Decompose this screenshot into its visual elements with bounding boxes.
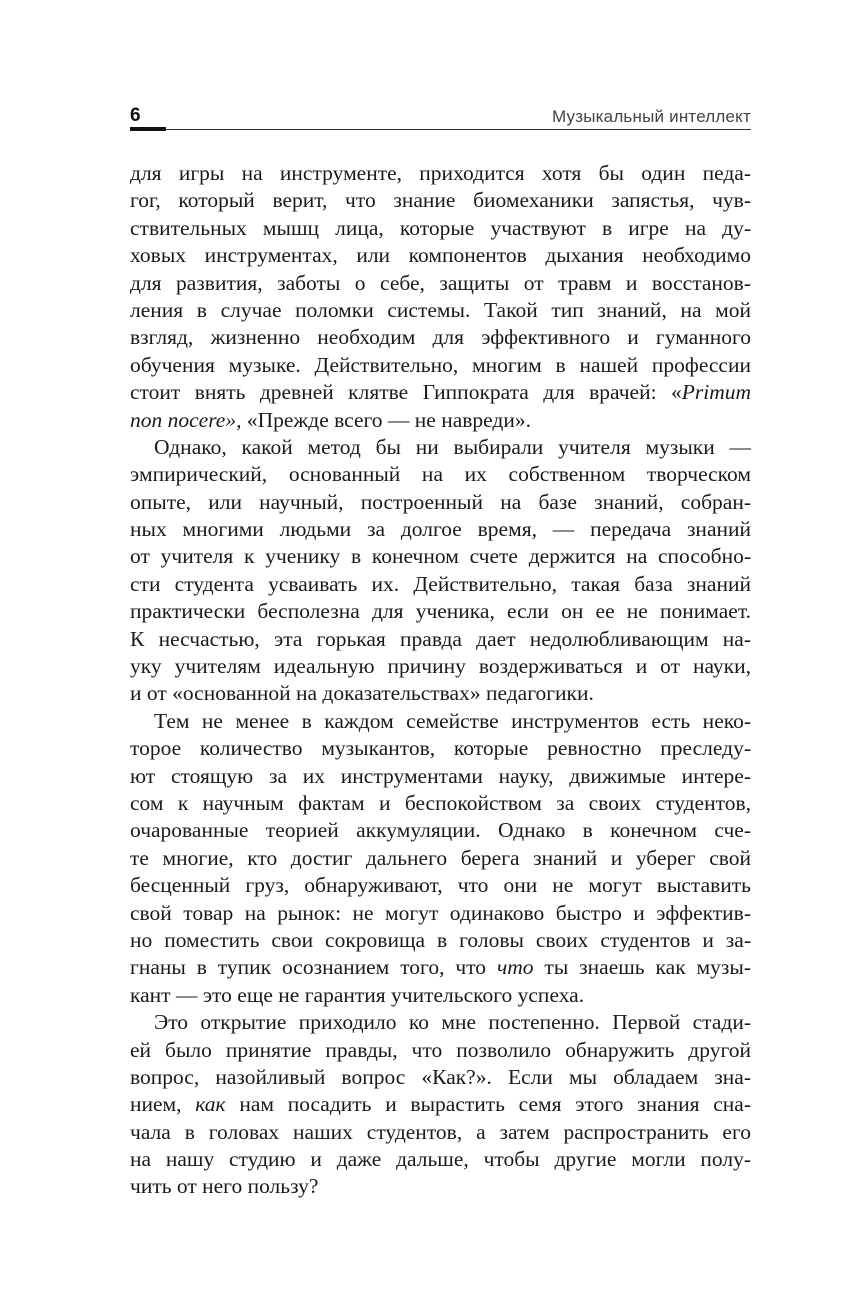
text-line: эмпирический, основанный на их собственном творческом xyxy=(130,462,751,487)
text-line: ют стоящую за их инструментами науку, движимые интере- xyxy=(130,763,751,788)
text-line: от учителя к ученику в конечном счете держится на способно- xyxy=(130,544,751,569)
italic-run: non nocere», xyxy=(130,407,242,432)
running-title: Музыкальный интеллект xyxy=(551,107,751,126)
header-rule xyxy=(130,129,751,130)
text-line: Тем не менее в каждом семействе инструментов есть неко- xyxy=(154,708,751,733)
paragraph xyxy=(130,160,751,434)
text-line: для игры на инструменте, приходится хотя бы один педа- xyxy=(130,161,751,185)
text-line xyxy=(130,379,751,406)
text-line xyxy=(130,407,751,434)
paragraph xyxy=(130,708,751,1009)
text-line: взгляд, жизненно необходим для эффективного и гуманного xyxy=(130,325,751,350)
text-line: но поместить свои сокровища в головы своих студентов и за- xyxy=(130,927,751,952)
text-line: ных многими людьми за долгое время, — передача знаний xyxy=(130,517,751,542)
text-line: вопрос, назойливый вопрос «Как?». Если мы обладаем зна- xyxy=(130,1064,751,1089)
text-line: практически бесполезна для ученика, если он ее не понимает. xyxy=(130,599,751,624)
text-run: нам посадить и вырастить семя этого знания сна- xyxy=(225,1092,751,1117)
text-line: сти студента усваивать их. Действительно, такая база знаний xyxy=(130,571,751,596)
text-line: те многие, кто достиг дальнего берега знаний и уберег свой xyxy=(130,845,751,870)
text-line: кант — это еще не гарантия учительского успеха. xyxy=(130,982,585,1007)
text-line: очарованные теорией аккумуляции. Однако в конечном сче- xyxy=(130,818,751,843)
page-number: 6 xyxy=(130,105,141,126)
text-line: опыте, или научный, построенный на базе знаний, собран- xyxy=(130,489,751,514)
header-rule-accent xyxy=(130,127,166,131)
text-line: бесценный груз, обнаруживают, что они не могут выставить xyxy=(130,873,751,898)
text-line: Однако, какой метод бы ни выбирали учителя музыки — xyxy=(154,434,751,459)
italic-run: что xyxy=(496,955,534,980)
text-line: торое количество музыкантов, которые ревностно преследу- xyxy=(130,736,751,761)
text-line: ховых инструментах, или компонентов дыхания необходимо xyxy=(130,243,751,268)
text-run: «Прежде всего — не навреди». xyxy=(241,407,531,432)
text-run: гнаны в тупик осознанием того, что xyxy=(130,955,497,980)
text-line: обучения музыке. Действительно, многим в нашей профессии xyxy=(130,352,751,377)
page-header xyxy=(130,104,751,130)
text-line: гог, который верит, что знание биомеханики запястья, чув- xyxy=(130,188,751,213)
paragraph xyxy=(130,434,751,708)
body-text xyxy=(130,160,751,1201)
text-run: нием, xyxy=(130,1092,196,1117)
text-line: сом к научным фактам и беспокойством за своих студентов, xyxy=(130,790,751,815)
text-line xyxy=(130,954,751,981)
text-line: для развития, заботы о себе, защиты от травм и восстанов- xyxy=(130,270,751,295)
text-line: уку учителям идеальную причину воздерживаться и от науки, xyxy=(130,654,751,679)
text-run: стоит внять древней клятве Гиппократа для врачей: « xyxy=(130,380,682,405)
text-run: ты знаешь как музы- xyxy=(533,955,751,980)
text-line: ствительных мышц лица, которые участвуют в игре на ду- xyxy=(130,215,751,240)
text-line: свой товар на рынок: не могут одинаково быстро и эффектив- xyxy=(130,900,751,925)
text-line xyxy=(130,1091,751,1118)
text-line: К несчастью, эта горькая правда дает недолюбливающим на- xyxy=(130,626,751,651)
text-line: Это открытие приходило ко мне постепенно. Первой стади- xyxy=(154,1010,751,1035)
italic-run: как xyxy=(195,1092,226,1117)
text-line: чить от него пользу? xyxy=(130,1174,319,1199)
text-line: на нашу студию и даже дальше, чтобы другие могли полу- xyxy=(130,1147,751,1172)
text-line: ления в случае поломки системы. Такой тип знаний, на мой xyxy=(130,297,751,322)
paragraph xyxy=(130,1009,751,1201)
text-line: и от «основанной на доказательствах» педагогики. xyxy=(130,681,594,706)
italic-run: Primum xyxy=(681,380,751,405)
text-line: чала в головах наших студентов, а затем распространить его xyxy=(130,1119,751,1144)
text-line: ей было принятие правды, что позволило обнаружить другой xyxy=(130,1037,751,1062)
